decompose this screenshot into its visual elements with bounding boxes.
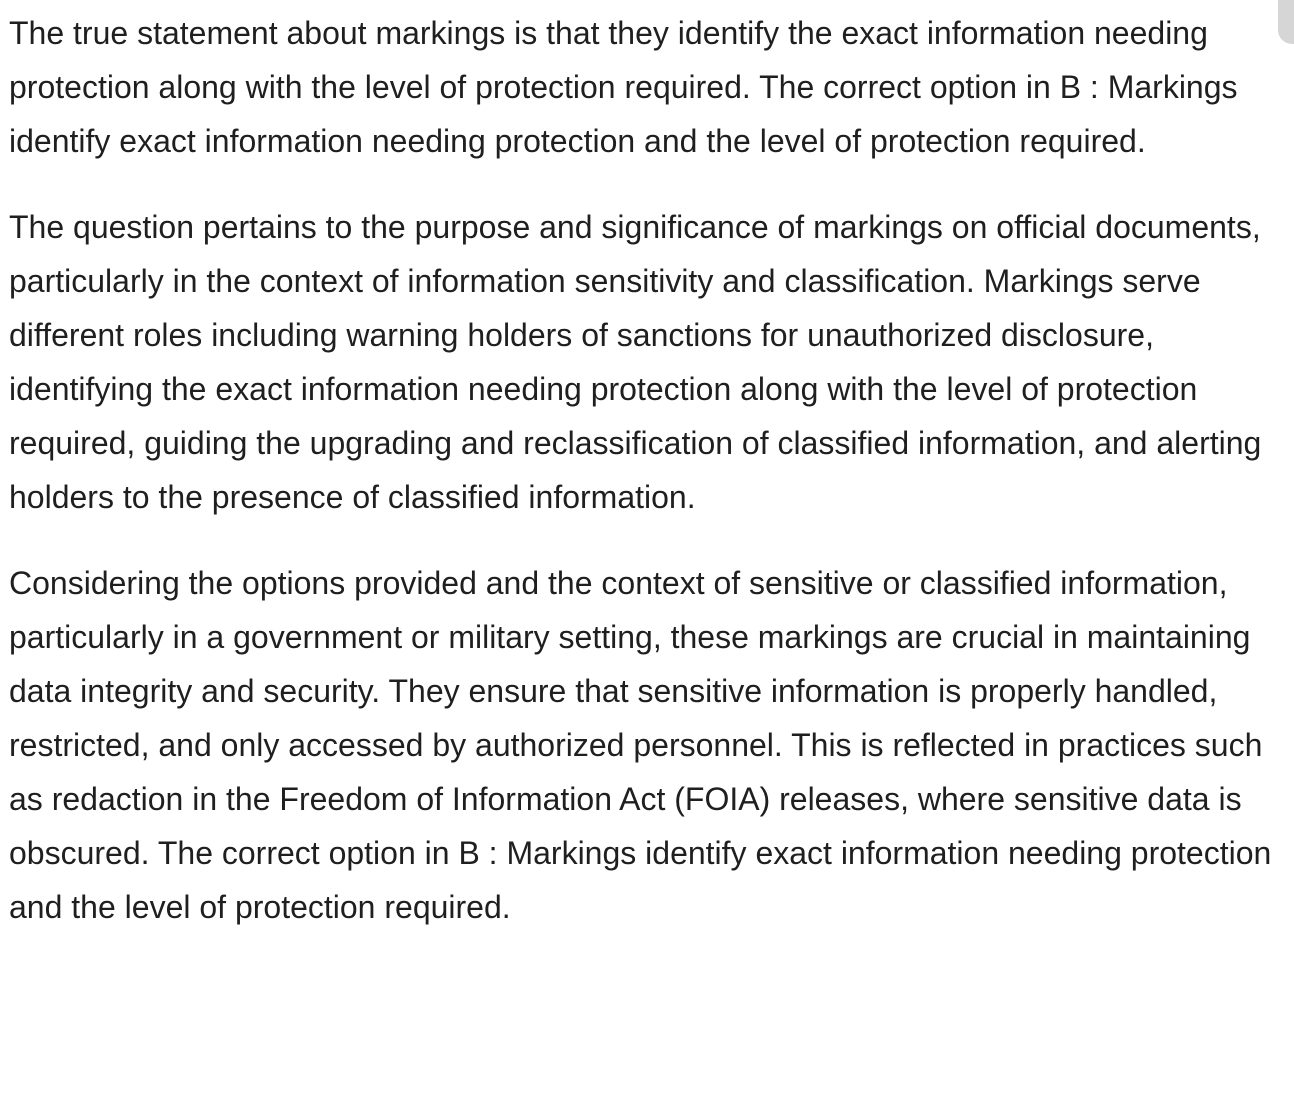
answer-paragraph-2: The question pertains to the purpose and significance of markings on official documents, particularly in the context of information sensitivity and classification. Markings serve different roles including warning holders of sanctions for unauthorized disclosure, identifying the exact information needing protection along with the level of protection required, guiding the upgrading and reclassification of classified information, and alerting holders to the presence of classified information. [9, 209, 1262, 515]
answer-paragraph-3: Considering the options provided and the context of sensitive or classified information, particularly in a government or military setting, these markings are crucial in maintaining data integrity and security. They ensure that sensitive information is properly handled, restricted, and only accessed by authorized personnel. This is reflected in practices such as redaction in the Freedom of Information Act (FOIA) releases, where sensitive data is obscured. The correct option in B : Markings identify exact information needing protection and the level of protection required. [9, 565, 1272, 925]
scrollbar-thumb[interactable] [1278, 0, 1294, 44]
answer-paragraph-1: The true statement about markings is that they identify the exact information needing protection along with the level of protection required. The correct option in B : Markings identify exact information needing protection and the level of protection required. [9, 15, 1238, 159]
answer-text [9, 6, 1291, 966]
